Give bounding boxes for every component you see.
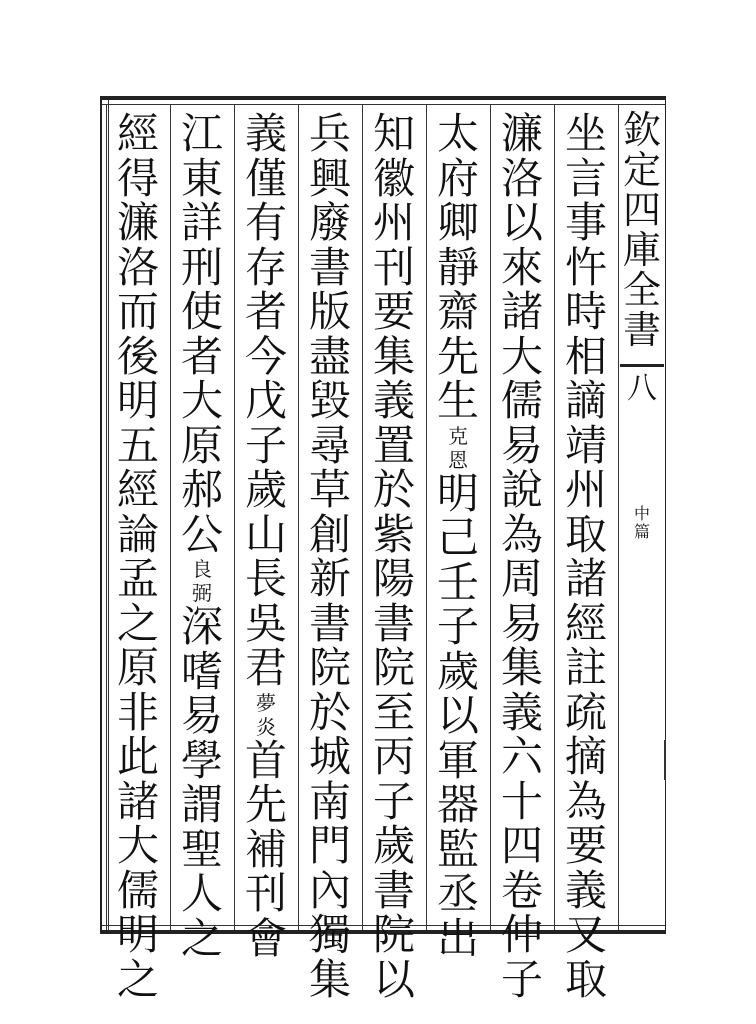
main-char: 靖: [564, 420, 607, 470]
main-char: 孟: [116, 554, 159, 603]
main-char: 僅: [244, 153, 287, 203]
main-char: 兵: [308, 109, 351, 158]
main-char: 諸: [500, 287, 543, 336]
main-char: 者: [180, 331, 223, 381]
note-char: 恩: [448, 447, 468, 472]
main-char: 時: [564, 287, 607, 336]
main-char: 易: [500, 598, 543, 648]
text-column: [300, 109, 360, 1004]
column-rule: [554, 104, 555, 930]
text-column: [428, 109, 488, 963]
main-char: 事: [564, 198, 607, 247]
main-char: 論: [116, 509, 159, 559]
main-char: 洛: [116, 242, 159, 292]
title-char: 定: [622, 148, 661, 192]
main-char: 院: [372, 643, 415, 692]
main-char: 刊: [244, 869, 287, 918]
main-char: 義: [500, 687, 543, 737]
main-char: 補: [244, 824, 287, 874]
main-char: 嗜: [180, 646, 223, 696]
main-char: 歲: [244, 465, 287, 514]
main-char: 此: [116, 732, 159, 781]
main-char: 儒: [116, 865, 159, 915]
main-char: 明: [116, 910, 159, 959]
main-char: 廢: [308, 198, 351, 247]
main-char: 創: [308, 509, 351, 559]
main-char: 歲: [436, 646, 479, 696]
text-column: [492, 109, 552, 1004]
main-char: 大: [116, 821, 159, 870]
main-char: 周: [500, 554, 543, 603]
column-rule: [362, 104, 363, 930]
main-char: 深: [180, 602, 223, 651]
main-char: 至: [372, 687, 415, 737]
main-char: 使: [180, 287, 223, 336]
main-char: 州: [564, 465, 607, 514]
main-char: 府: [436, 153, 479, 203]
main-char: 吳: [244, 598, 287, 648]
main-char: 為: [564, 776, 607, 826]
edge-divider: [620, 364, 664, 367]
main-char: 者: [244, 287, 287, 336]
main-char: 為: [500, 509, 543, 559]
main-char: 得: [116, 153, 159, 203]
annotation-note: [236, 691, 296, 739]
main-char: 先: [436, 331, 479, 381]
main-char: 書: [372, 598, 415, 648]
main-char: 先: [244, 780, 287, 829]
main-char: 要: [564, 821, 607, 870]
main-char: 易: [180, 691, 223, 740]
text-column: [172, 109, 232, 963]
main-char: 儒: [500, 376, 543, 425]
main-char: 江: [180, 109, 223, 158]
note-char: 良: [192, 557, 212, 581]
column-rule: [490, 104, 491, 930]
main-char: 五: [116, 420, 159, 470]
main-char: 院: [308, 643, 351, 692]
main-char: 今: [244, 331, 287, 381]
main-char: 謂: [180, 780, 223, 829]
main-char: 以: [500, 198, 543, 247]
main-char: 草: [308, 465, 351, 514]
text-column: [556, 109, 616, 1004]
main-char: 而: [116, 287, 159, 336]
main-char: 又: [564, 910, 607, 959]
main-char: 器: [436, 780, 479, 829]
volume-number: 八: [627, 371, 657, 406]
main-char: 監: [436, 824, 479, 874]
main-char: 有: [244, 198, 287, 247]
main-char: 人: [180, 869, 223, 918]
main-char: 原: [116, 643, 159, 692]
main-char: 義: [564, 865, 607, 915]
main-char: 於: [308, 687, 351, 737]
main-char: 存: [244, 242, 287, 292]
main-char: 疏: [564, 687, 607, 737]
main-char: 丞: [436, 869, 479, 918]
main-char: 院: [372, 910, 415, 959]
main-char: 摘: [564, 732, 607, 781]
main-char: 易: [500, 420, 543, 470]
main-char: 經: [116, 465, 159, 514]
main-char: 詳: [180, 198, 223, 247]
text-column: [364, 109, 424, 1004]
main-char: 興: [308, 153, 351, 203]
title-char: 四: [622, 188, 661, 232]
main-char: 書: [308, 598, 351, 648]
main-char: 陽: [372, 554, 415, 603]
main-char: 相: [564, 331, 607, 381]
main-char: 置: [372, 420, 415, 470]
main-char: 太: [436, 109, 479, 158]
main-char: 集: [500, 643, 543, 692]
main-char: 君: [244, 643, 287, 692]
main-char: 集: [308, 954, 351, 1004]
main-char: 六: [500, 732, 543, 781]
main-char: 版: [308, 287, 351, 336]
column-rule: [298, 104, 299, 930]
main-char: 以: [372, 954, 415, 1004]
main-char: 尋: [308, 420, 351, 470]
main-char: 言: [564, 153, 607, 203]
main-char: 毀: [308, 376, 351, 425]
section-label: [634, 505, 650, 541]
main-char: 於: [372, 465, 415, 514]
main-char: 獨: [308, 910, 351, 959]
note-char: 克: [448, 423, 468, 448]
column-rule: [426, 104, 427, 930]
main-char: 經: [116, 109, 159, 158]
main-char: 出: [436, 913, 479, 963]
main-char: 濂: [116, 198, 159, 247]
main-char: 知: [372, 109, 415, 158]
main-char: 子: [244, 420, 287, 470]
main-char: 書: [372, 865, 415, 915]
main-char: 坐: [564, 109, 607, 158]
main-char: 十: [500, 776, 543, 826]
main-char: 之: [180, 913, 223, 963]
main-char: 四: [500, 821, 543, 870]
main-char: 子: [500, 954, 543, 1004]
main-char: 經: [564, 598, 607, 648]
main-char: 集: [372, 331, 415, 381]
main-char: 己: [436, 513, 479, 562]
main-char: 濂: [500, 109, 543, 158]
main-char: 之: [116, 598, 159, 648]
main-char: 取: [564, 954, 607, 1004]
column-rule: [234, 104, 235, 930]
main-char: 郝: [180, 465, 223, 514]
title-char: 書: [622, 308, 661, 352]
main-char: 生: [436, 376, 479, 425]
main-char: 刊: [372, 242, 415, 292]
edge-strip: [618, 104, 666, 930]
main-char: 義: [244, 109, 287, 158]
main-char: 諸: [564, 554, 607, 603]
section-char: 篇: [633, 522, 650, 541]
main-char: 之: [116, 954, 159, 1004]
main-char: 齋: [436, 287, 479, 336]
main-char: 長: [244, 554, 287, 603]
main-char: 取: [564, 509, 607, 559]
title-char: 欽: [622, 108, 661, 152]
main-char: 子: [372, 776, 415, 826]
main-char: 靜: [436, 242, 479, 292]
main-char: 會: [244, 913, 287, 963]
text-column: [236, 109, 296, 963]
main-char: 軍: [436, 735, 479, 785]
main-char: 壬: [436, 557, 479, 607]
main-char: 義: [372, 376, 415, 425]
main-char: 東: [180, 153, 223, 203]
main-char: 後: [116, 331, 159, 381]
main-char: 丙: [372, 732, 415, 781]
border-inner-top: [102, 104, 665, 105]
main-char: 忤: [564, 242, 607, 292]
main-char: 大: [500, 331, 543, 381]
main-char: 山: [244, 509, 287, 559]
main-char: 州: [372, 198, 415, 247]
main-char: 原: [180, 420, 223, 470]
edge-tick-mark: [664, 740, 666, 780]
main-char: 內: [308, 865, 351, 915]
annotation-note: [428, 424, 488, 472]
main-char: 註: [564, 643, 607, 692]
main-char: 盡: [308, 331, 351, 381]
main-char: 以: [436, 691, 479, 740]
main-char: 書: [308, 242, 351, 292]
main-char: 卿: [436, 198, 479, 247]
title-char: 庫: [622, 228, 661, 272]
main-char: 公: [180, 509, 223, 559]
section-char: 中: [633, 504, 650, 523]
note-char: 夢: [256, 690, 276, 715]
main-char: 學: [180, 735, 223, 785]
main-char: 仲: [500, 910, 543, 959]
main-char: 子: [436, 602, 479, 651]
main-char: 洛: [500, 153, 543, 203]
note-char: 炎: [256, 714, 276, 739]
main-char: 歲: [372, 821, 415, 870]
main-char: 來: [500, 242, 543, 292]
note-char: 弼: [192, 581, 212, 605]
main-char: 諸: [116, 776, 159, 826]
main-char: 要: [372, 287, 415, 336]
text-column: [108, 109, 168, 1004]
main-char: 新: [308, 554, 351, 603]
main-char: 戊: [244, 376, 287, 425]
column-rule: [106, 104, 107, 930]
annotation-note: [172, 557, 232, 605]
main-char: 明: [436, 468, 479, 518]
column-rule: [170, 104, 171, 930]
main-char: 卷: [500, 865, 543, 915]
main-char: 徽: [372, 153, 415, 203]
main-char: 大: [180, 376, 223, 425]
collection-title: [623, 110, 661, 350]
main-char: 聖: [180, 824, 223, 874]
main-char: 城: [308, 732, 351, 781]
main-char: 說: [500, 465, 543, 514]
main-char: 非: [116, 687, 159, 737]
main-char: 紫: [372, 509, 415, 559]
main-char: 南: [308, 776, 351, 826]
main-char: 刑: [180, 242, 223, 292]
main-char: 首: [244, 735, 287, 785]
main-char: 門: [308, 821, 351, 870]
main-char: 明: [116, 376, 159, 425]
title-char: 全: [622, 268, 661, 312]
main-char: 謫: [564, 376, 607, 425]
